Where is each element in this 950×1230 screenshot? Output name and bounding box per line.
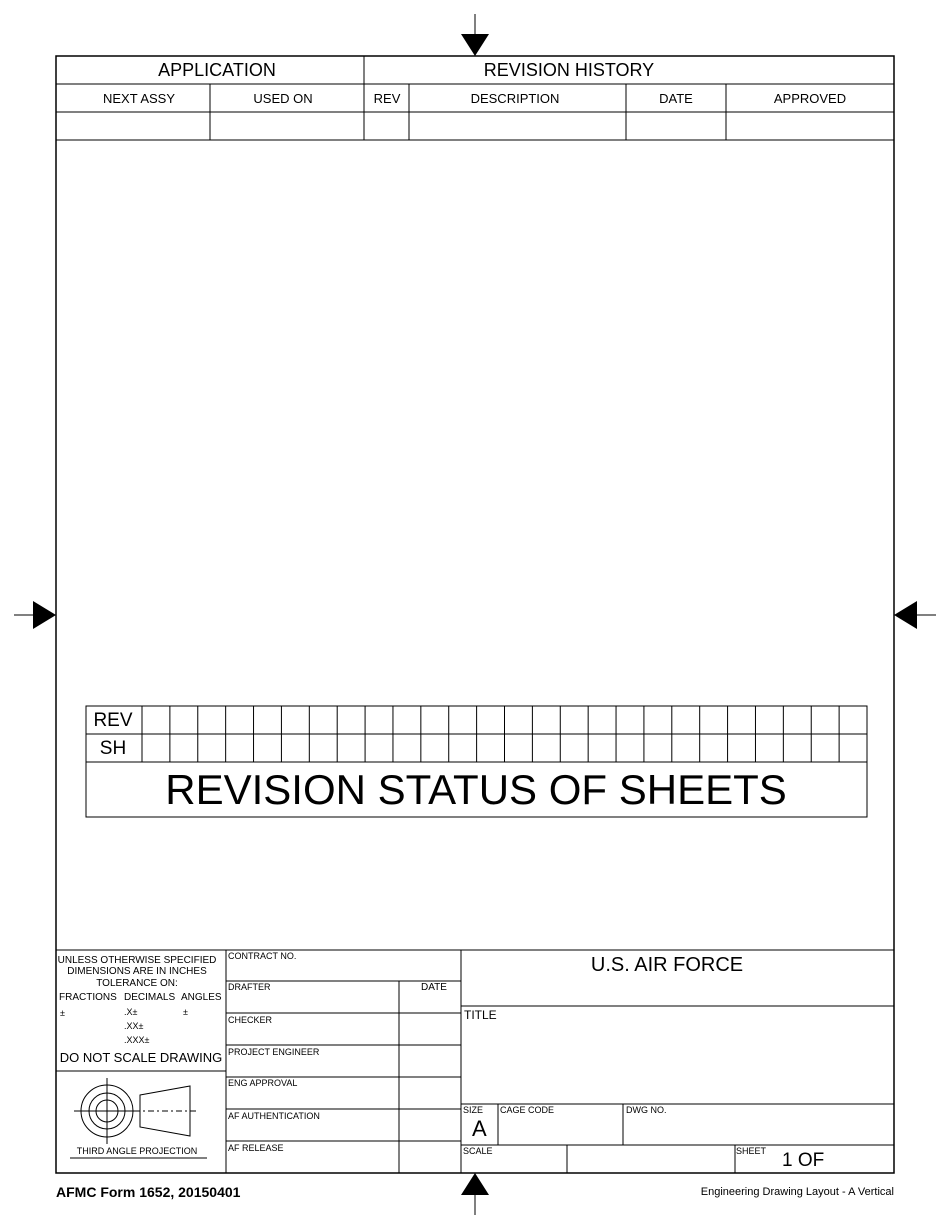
title-label: TITLE (464, 1008, 497, 1022)
decimals-label: DECIMALS (124, 992, 176, 1003)
do-not-scale-note: DO NOT SCALE DRAWING (59, 1050, 223, 1065)
left-center-arrow (33, 601, 56, 629)
used-on-column: USED ON (253, 91, 313, 106)
drawing-border (56, 56, 894, 1173)
revision-status-title: REVISION STATUS OF SHEETS (165, 766, 787, 813)
tolerance-line-1: UNLESS OTHERWISE SPECIFIED (57, 955, 217, 966)
third-angle-projection-icon (74, 1078, 198, 1144)
tolerance-line-2: DIMENSIONS ARE IN INCHES (67, 966, 207, 977)
decimal-xxx-tolerance: .XXX± (124, 1035, 150, 1045)
description-column: DESCRIPTION (470, 91, 560, 106)
form-number: AFMC Form 1652, 20150401 (56, 1184, 241, 1200)
size-label: SIZE (463, 1105, 484, 1115)
sh-row-label: SH (99, 738, 127, 759)
date-label: DATE (421, 982, 447, 993)
decimal-x-tolerance: .X± (124, 1007, 138, 1017)
fractions-label: FRACTIONS (59, 992, 117, 1003)
rev-row-label: REV (93, 710, 133, 731)
next-assy-column: NEXT ASSY (102, 91, 176, 106)
cage-code-label: CAGE CODE (500, 1105, 555, 1115)
date-column: DATE (659, 91, 693, 106)
layout-name: Engineering Drawing Layout - A Vertical (700, 1186, 894, 1198)
sheet-value: 1 OF (782, 1150, 825, 1171)
af-release-label: AF RELEASE (228, 1143, 284, 1153)
right-center-arrow (894, 601, 917, 629)
scale-label: SCALE (463, 1146, 493, 1156)
dwg-no-label: DWG NO. (626, 1105, 667, 1115)
rev-column: REV (373, 91, 401, 106)
fraction-tolerance: ± (60, 1008, 65, 1018)
angle-tolerance: ± (183, 1007, 188, 1017)
af-authentication-label: AF AUTHENTICATION (228, 1111, 320, 1121)
checker-label: CHECKER (228, 1015, 273, 1025)
size-value: A (472, 1116, 487, 1141)
drafter-label: DRAFTER (228, 982, 271, 992)
tolerance-line-3: TOLERANCE ON: (96, 978, 178, 989)
sheet-label: SHEET (736, 1146, 767, 1156)
eng-approval-label: ENG APPROVAL (228, 1078, 298, 1088)
decimal-xx-tolerance: .XX± (124, 1021, 144, 1031)
application-header: APPLICATION (158, 60, 276, 80)
revision-history-header: REVISION HISTORY (483, 60, 655, 80)
approved-column: APPROVED (773, 91, 847, 106)
bottom-center-arrow (461, 1173, 489, 1195)
organization-name: U.S. AIR FORCE (590, 954, 744, 976)
contract-no-label: CONTRACT NO. (228, 951, 297, 961)
project-engineer-label: PROJECT ENGINEER (228, 1047, 320, 1057)
projection-label: THIRD ANGLE PROJECTION (76, 1146, 198, 1156)
top-center-arrow (461, 34, 489, 56)
angles-label: ANGLES (181, 992, 222, 1003)
